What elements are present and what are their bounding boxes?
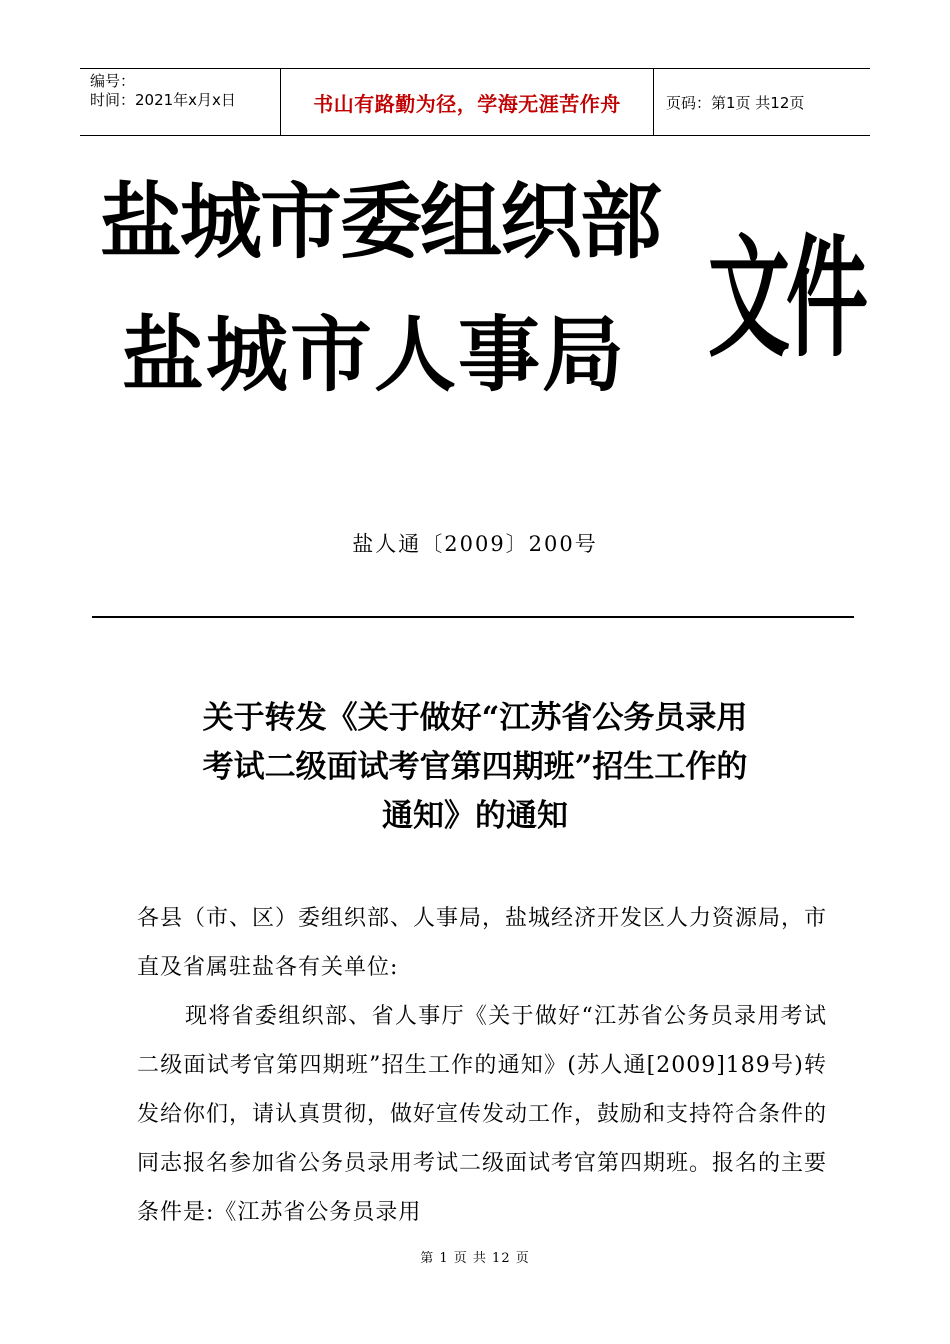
document-number: 盐人通〔2009〕200号 xyxy=(352,532,598,556)
page-header xyxy=(80,68,870,136)
header-divider xyxy=(92,616,854,618)
header-motto: 书山有路勤为径，学海无涯苦作舟 xyxy=(281,69,654,135)
letterhead-org-line1: 盐城市委组织部 xyxy=(100,175,661,270)
document-title xyxy=(140,694,810,841)
header-time-label: 时间：2021年x月x日 xyxy=(90,91,236,109)
body-paragraph-1: 现将省委组织部、省人事厅《关于做好“江苏省公务员录用考试二级面试考官第四期班”招生工作的通知》(苏人通[2009]189号)转发给你们，请认真贯彻，做好宣传发动工作，鼓励和支持符合条件的同志报名参加省公务员录用考试二级面试考官第四期班。报名的主要条件是:《江苏省公务员录用 xyxy=(137,1004,828,1225)
document-body xyxy=(137,894,827,1237)
letterhead-doc-word: 文件 xyxy=(708,223,865,376)
header-page-info: 页码：第1页 共12页 xyxy=(666,93,805,112)
body-recipients: 各县（市、区）委组织部、人事局，盐城经济开发区人力资源局，市直及省属驻盐各有关单位: xyxy=(137,906,828,980)
title-line-1: 关于转发《关于做好“江苏省公务员录用 xyxy=(202,700,748,736)
title-line-2: 考试二级面试考官第四期班”招生工作的 xyxy=(202,749,748,785)
header-meta xyxy=(80,69,281,135)
page-footer: 第 1 页 共 12 页 xyxy=(420,1251,530,1266)
title-line-3: 通知》的通知 xyxy=(382,798,568,834)
letterhead-org-line2: 盐城市人事局 xyxy=(122,308,627,403)
header-number-label: 编号： xyxy=(90,72,136,90)
